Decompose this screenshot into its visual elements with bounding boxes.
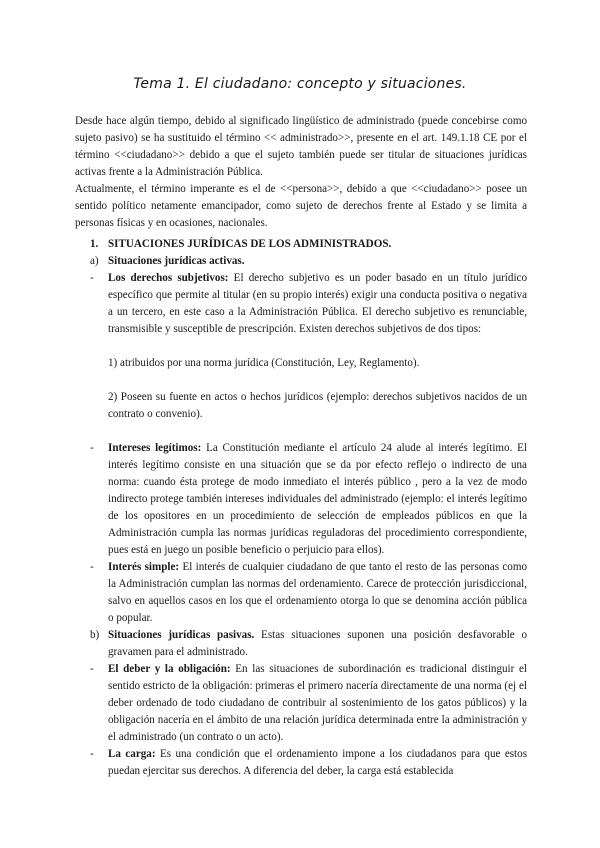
section-heading	[90, 236, 391, 253]
section-label: SITUACIONES JURÍDICAS DE LOS ADMINISTRADOS.	[108, 238, 392, 250]
intro-section	[75, 113, 527, 232]
list-marker: -	[90, 748, 94, 760]
term-text: El interés de cualquier ciudadano de que tanto el resto de las personas como la Administración cumplan las normas del ordenamiento. Carece de protección jurisdiccional, salvo en aquellos casos en los que el ordenamiento otorga lo que se denomina acción pública o popular.	[108, 561, 527, 624]
list-item-carga	[90, 746, 527, 780]
subsection-text: Estas situaciones suponen una posición desfavorable o gravamen para el administrado.	[108, 629, 527, 658]
list-item-derechos	[90, 270, 527, 338]
list-item-intereses	[90, 440, 527, 559]
list-marker: -	[90, 663, 94, 675]
term: Intereses legítimos:	[108, 442, 202, 454]
list-marker: -	[90, 272, 94, 284]
list-item-interes-simple	[90, 559, 527, 627]
tipo-1: 1) atribuidos por una norma jurídica (Constitución, Ley, Reglamento).	[108, 357, 420, 369]
subsection-b	[90, 627, 527, 661]
list-marker: -	[90, 561, 94, 573]
term-text: El derecho subjetivo es un poder basado en un título jurídico específico que permite al titular (en su propio interés) exigir una conducta positiva o negativa a un tercero, en este caso a la Administración Pública. El derecho subjetivo es renunciable, transmisible y susceptible de prescripción. Existen derechos subjetivos de dos tipos:	[108, 272, 527, 335]
subsection-a	[90, 253, 527, 270]
term-text: Es una condición que el ordenamiento impone a los ciudadanos para que estos puedan ejercitar sus derechos. A diferencia del deber, la carga está establecida	[108, 748, 528, 777]
term: Los derechos subjetivos:	[108, 272, 229, 284]
term: La carga:	[108, 748, 156, 760]
list-marker: -	[90, 442, 94, 454]
term: El deber y la obligación:	[108, 663, 231, 675]
term-text: La Constitución mediante el artículo 24 alude al interés legítimo. El interés legítimo consiste en una situación que se da por efecto reflejo o indirecto de una norma: cuando ésta protege de modo inmediato el interés público , pero a la vez de modo indirecto protege también intereses individuales del administrado (ejemplo: el interés legítimo de los opositores en un procedimiento de selección de empleados públicos en que la Administración cumpla las normas jurídicas reguladoras del procedimiento correspondiente, pues está en juego un posible beneficio o perjuicio para ellos).	[108, 442, 528, 556]
page-title: Tema 1. El ciudadano: concepto y situaciones.	[133, 76, 467, 92]
intro-paragraph: Actualmente, el término imperante es el de <<persona>>, debido a que <<ciudadano>> posee un sentido político netamente emancipador, como sujeto de derechos frente al Estado y se limita a personas físicas y en ocasiones, nacionales.	[75, 183, 527, 229]
section-body	[90, 253, 527, 780]
subsection-title: Situaciones jurídicas activas.	[108, 255, 245, 267]
list-item-deber	[90, 661, 527, 746]
section-number: 1.	[90, 238, 99, 250]
list-marker: b)	[90, 629, 100, 641]
term: Interés simple:	[108, 561, 180, 573]
subsection-title: Situaciones jurídicas pasivas.	[108, 629, 255, 641]
term-text: En las situaciones de subordinación es tradicional distinguir el sentido estricto de la obligación: primeras el primero nacería directamente de una norma (ej el deber ordenado de todo ciudadano de contribuir al sostenimiento de los gatos públicos) y la obligación nacería en el ámbito de una relación jurídica determinada entre la administración y el administrado (un contrato o un acto).	[108, 663, 527, 743]
list-marker: a)	[90, 255, 99, 267]
intro-paragraph: Desde hace algún tiempo, debido al significado lingüístico de administrado (puede concebirse como sujeto pasivo) se ha sustituido el término << administrado>>, presente en el art. 149.1.18 CE por el término <<ciudadano>> debido a que el sujeto también puede ser titular de situaciones jurídicas activas frente a la Administración Pública.	[75, 115, 527, 178]
tipo-2: 2) Poseen su fuente en actos o hechos jurídicos (ejemplo: derechos subjetivos nacidos de un contrato o convenio).	[108, 391, 527, 420]
